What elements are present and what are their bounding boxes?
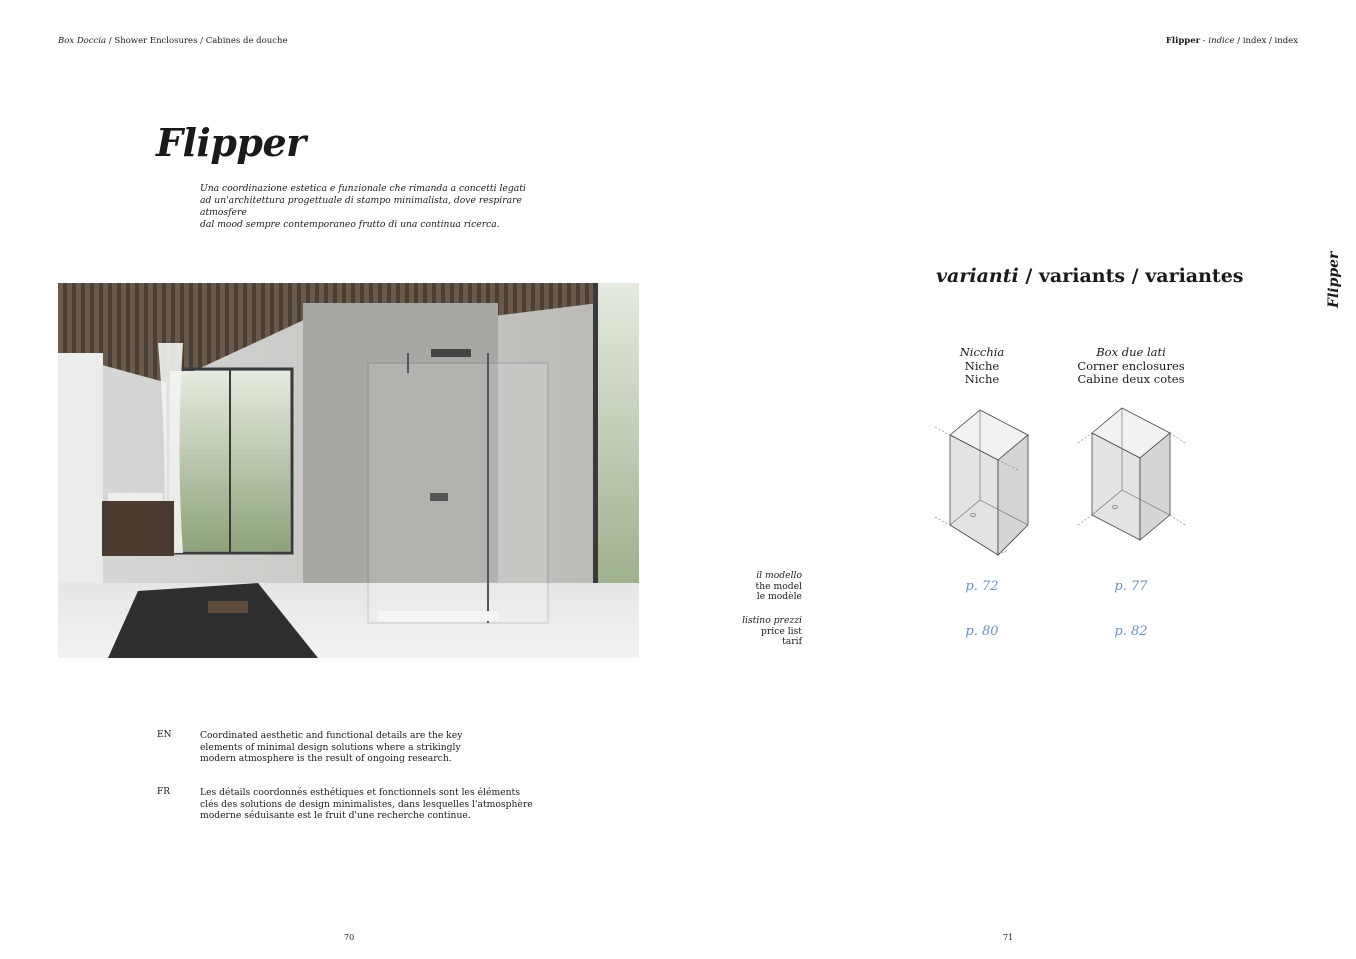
description-en bbox=[200, 730, 520, 765]
variants-heading-rest: / variants / variantes bbox=[1018, 265, 1244, 287]
niche-model-page-link[interactable]: p. 72 bbox=[965, 579, 999, 594]
corner-enclosure-icon bbox=[1075, 405, 1190, 545]
description-line: moderne séduisante est le fruit d'une recherche continue. bbox=[200, 810, 471, 821]
lang-code-fr: FR bbox=[157, 787, 171, 797]
bathroom-photo bbox=[58, 283, 639, 658]
index-separator: - bbox=[1200, 36, 1209, 46]
row-label-it: il modello bbox=[756, 570, 802, 581]
variant-name-en: Niche bbox=[964, 358, 1000, 373]
page-number-left: 70 bbox=[344, 933, 355, 942]
side-product-label: Flipper bbox=[1326, 251, 1342, 308]
product-title: Flipper bbox=[156, 120, 306, 165]
breadcrumb-rest: / Shower Enclosures / Cabines de douche bbox=[106, 36, 288, 46]
variant-name-fr: Niche bbox=[964, 372, 1000, 386]
row-label-en: the model bbox=[755, 580, 802, 592]
description-line: clés des solutions de design minimalistes, dans lesquelles l'atmosphère bbox=[200, 798, 533, 810]
row-label-fr: le modèle bbox=[756, 591, 802, 602]
breadcrumb-category[interactable]: Box Doccia bbox=[58, 36, 107, 46]
niche-price-page-link[interactable]: p. 80 bbox=[965, 624, 999, 639]
description-line: Coordinated aesthetic and functional details are the key bbox=[200, 730, 463, 741]
corner-model-page-link[interactable]: p. 77 bbox=[1114, 579, 1148, 594]
niche-enclosure-icon bbox=[930, 405, 1040, 560]
row-label-it: listino prezzi bbox=[742, 615, 802, 626]
variant-name-niche bbox=[907, 346, 1057, 387]
variants-heading-it: varianti bbox=[936, 265, 1019, 287]
intro-line: Una coordinazione estetica e funzionale che rimanda a concetti legati bbox=[200, 183, 526, 194]
variant-name-fr: Cabine deux cotes bbox=[1077, 372, 1185, 386]
index-nav bbox=[1166, 36, 1298, 46]
index-rest: / index / index bbox=[1234, 36, 1298, 46]
index-link[interactable]: indice bbox=[1208, 36, 1235, 46]
description-fr bbox=[200, 787, 540, 822]
variant-name-en: Corner enclosures bbox=[1077, 358, 1185, 373]
row-label-en: price list bbox=[761, 625, 802, 637]
intro-line: dal mood sempre contemporaneo frutto di una continua ricerca. bbox=[200, 219, 500, 230]
corner-price-page-link[interactable]: p. 82 bbox=[1114, 624, 1148, 639]
row-label-price bbox=[682, 616, 802, 648]
page-number-right: 71 bbox=[1003, 933, 1014, 942]
lang-code-en: EN bbox=[157, 730, 172, 740]
variant-name-it: Box due lati bbox=[1096, 345, 1166, 359]
description-line: modern atmosphere is the result of ongoing research. bbox=[200, 753, 452, 764]
description-line: Les détails coordonnés esthétiques et fonctionnels sont les éléments bbox=[200, 787, 520, 798]
row-label-model bbox=[682, 571, 802, 603]
intro-line: ad un'architettura progettuale di stampo minimalista, dove respirare atmosfere bbox=[200, 195, 522, 218]
variants-heading bbox=[936, 265, 1243, 287]
intro-text-it bbox=[200, 183, 530, 231]
row-label-fr: tarif bbox=[782, 636, 802, 647]
index-product: Flipper bbox=[1165, 36, 1201, 46]
description-line: elements of minimal design solutions where a strikingly bbox=[200, 741, 461, 753]
variant-name-corner bbox=[1056, 346, 1206, 387]
breadcrumb bbox=[58, 36, 287, 46]
variant-name-it: Nicchia bbox=[959, 345, 1005, 359]
